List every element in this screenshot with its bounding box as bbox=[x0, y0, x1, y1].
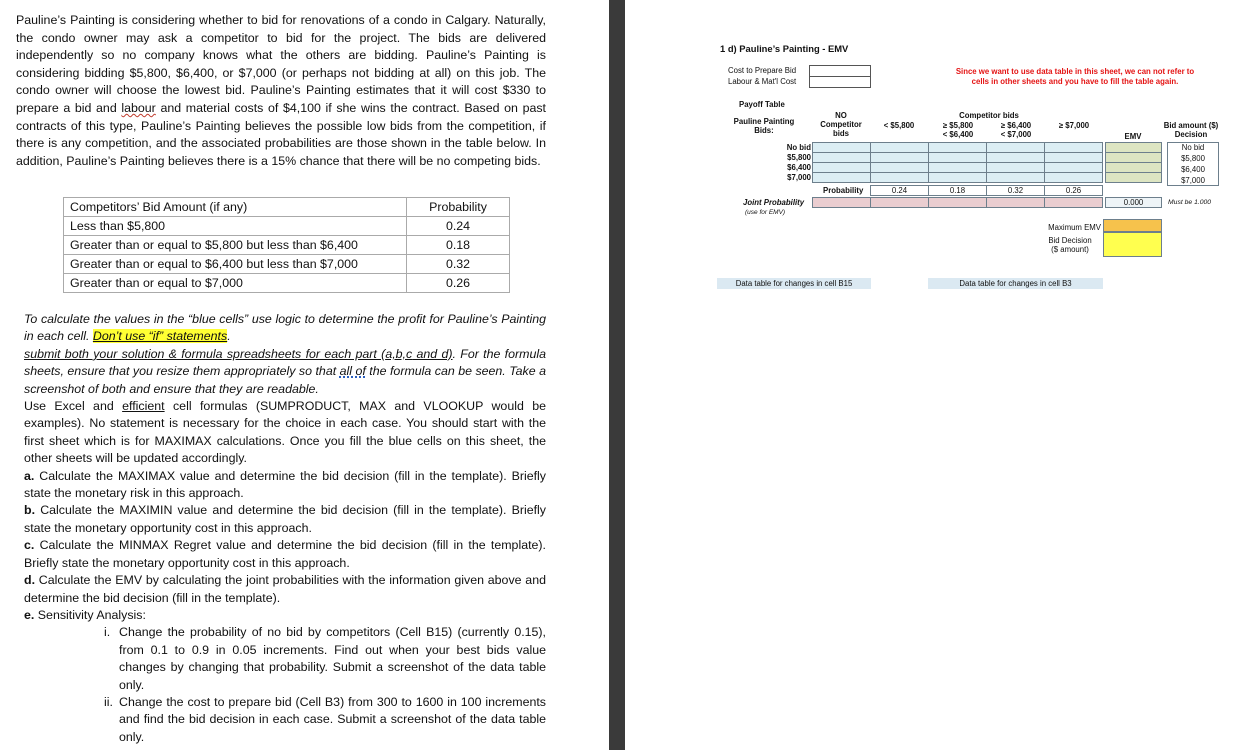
joint-probability-label: Joint Probability bbox=[743, 198, 805, 207]
col-6400-line-1: ≥ $6,400 bbox=[1000, 121, 1032, 130]
col-no-competitor bbox=[810, 111, 872, 138]
row-label-no-bid: No bid bbox=[786, 143, 811, 152]
row-label-5800: $5,800 bbox=[787, 153, 811, 162]
item-e-i-text: Change the probability of no bid by competitors (Cell B15) (currently 0.15), from 0.1 to 0.9 in 0.05 increments. Find out when your best bids value changes by changing that probability. Submit a screenshot of the data table only. bbox=[119, 625, 546, 692]
page-divider bbox=[609, 0, 625, 750]
intro-text-rest: and material costs of $4,100 if she wins the contract. Based on past contracts of this type, Pauline’s Painting believes the possible low bids from the competition, if there is any competition, and the associated probabilities are those shown in the table below. In addition, Pauline’s Painting believes there is a 15% chance that there will be no competing bids. bbox=[16, 100, 546, 168]
probability-table bbox=[63, 197, 510, 293]
bid-decision-line-1: Bid Decision bbox=[1048, 236, 1092, 245]
probability-value: 0.26 bbox=[1044, 185, 1103, 196]
joint-prob-cell[interactable] bbox=[812, 197, 871, 208]
cost-prepare-label: Cost to Prepare Bid bbox=[728, 66, 797, 75]
col-5800-line-1: ≥ $5,800 bbox=[942, 121, 974, 130]
row-label-7000: $7,000 bbox=[787, 173, 811, 182]
competitor-bids-label: Competitor bids bbox=[959, 111, 1019, 120]
highlighted-no-if: Don’t use “if” statements bbox=[92, 329, 228, 344]
table-row bbox=[64, 274, 510, 293]
table-header-row bbox=[64, 198, 510, 217]
bid-decision-cell[interactable] bbox=[1103, 232, 1162, 257]
col-6400-line-2: < $7,000 bbox=[1000, 130, 1032, 139]
bid-amount-line-2: Decision bbox=[1174, 130, 1208, 139]
instruction-para-2 bbox=[16, 346, 546, 398]
para3-text: Use Excel and bbox=[24, 399, 114, 414]
bid-amount-line-1: Bid amount ($) bbox=[1163, 121, 1219, 130]
col-no-line: NO bbox=[835, 111, 847, 120]
item-b bbox=[16, 502, 546, 537]
para2-text-2: the formula can be seen. Take a screenshot of both and ensure that they are readable. bbox=[24, 364, 546, 396]
item-e-i bbox=[16, 624, 546, 694]
header-bid-amount: Competitors’ Bid Amount (if any) bbox=[64, 198, 407, 217]
payoff-cell[interactable] bbox=[986, 172, 1045, 183]
item-e bbox=[16, 607, 546, 624]
para3-text-2: cell formulas (SUMPRODUCT, MAX and VLOOKUP would be examples). No statement is necessary for the choice in each case. You should start with the first sheet which is for MAXIMAX calculations. Once you fill the blue cells on this sheet, the other sheets will be updated accordingly. bbox=[24, 399, 546, 466]
use-for-emv-note: (use for EMV) bbox=[745, 209, 786, 216]
item-c bbox=[16, 537, 546, 572]
spreadsheet-emv bbox=[625, 0, 1234, 750]
bid-decision-line-2: ($ amount) bbox=[1051, 245, 1089, 254]
joint-prob-cell[interactable] bbox=[986, 197, 1045, 208]
labour-input[interactable] bbox=[809, 76, 871, 88]
probability-value: 0.18 bbox=[928, 185, 987, 196]
payoff-cell[interactable] bbox=[870, 172, 929, 183]
col-lt-5800: < $5,800 bbox=[883, 121, 915, 130]
payoff-table-label: Payoff Table bbox=[739, 100, 785, 109]
table-cell: 0.24 bbox=[407, 217, 510, 236]
table-row bbox=[64, 236, 510, 255]
col-5800-6400 bbox=[929, 121, 987, 139]
table-cell: 0.18 bbox=[407, 236, 510, 255]
item-c-text: Calculate the MINMAX Regret value and determine the bid decision (fill in the template). Briefly state the monetary opportunity cost in this approach. bbox=[24, 538, 546, 570]
para1-end: . bbox=[227, 329, 231, 344]
instructions bbox=[16, 311, 546, 746]
pp-bids-label bbox=[728, 117, 800, 135]
sheet-title: 1 d) Pauline’s Painting - EMV bbox=[720, 43, 849, 54]
data-table-b15-label: Data table for changes in cell B15 bbox=[717, 278, 871, 289]
table-cell: Less than $5,800 bbox=[64, 217, 407, 236]
bid-decision-label bbox=[1035, 236, 1105, 254]
must-be-note: Must be 1.000 bbox=[1168, 199, 1212, 206]
item-e-i-label: i. bbox=[104, 625, 111, 640]
para2-all-of: all of bbox=[339, 364, 366, 379]
intro-labour-word: labour bbox=[121, 100, 156, 115]
col-emv: EMV bbox=[1124, 132, 1142, 141]
item-e-text: Sensitivity Analysis: bbox=[37, 607, 146, 622]
joint-prob-cell[interactable] bbox=[870, 197, 929, 208]
emv-cell[interactable] bbox=[1105, 172, 1162, 183]
warning-line-2: cells in other sheets and you have to fill the table again. bbox=[971, 77, 1179, 86]
joint-prob-cell[interactable] bbox=[928, 197, 987, 208]
item-a-label: a. bbox=[24, 468, 35, 483]
pp-bids-line-2: Bids: bbox=[754, 126, 774, 135]
item-e-ii bbox=[16, 694, 546, 746]
probability-row-label: Probability bbox=[823, 186, 864, 195]
para3-efficient: efficient bbox=[122, 399, 165, 414]
probability-value: 0.24 bbox=[870, 185, 929, 196]
decision-5800: $5,800 bbox=[1181, 154, 1205, 163]
instruction-para-3 bbox=[16, 398, 546, 468]
payoff-cell[interactable] bbox=[1044, 172, 1103, 183]
para2-text: . For the formula sheets, ensure that you resize them appropriately so that bbox=[24, 346, 547, 379]
payoff-cell[interactable] bbox=[812, 172, 871, 183]
col-5800-line-2: < $6,400 bbox=[942, 130, 974, 139]
header-probability: Probability bbox=[407, 198, 510, 217]
col-bids-line: bids bbox=[832, 129, 850, 138]
labour-label: Labour & Mat'l Cost bbox=[728, 77, 797, 86]
intro-text: Pauline’s Painting is considering whether to bid for renovations of a condo in Calgary. Naturally, the condo owner may ask a competitor to bid for the project. The bids are delivered independently so no company knows what the others are bidding. Pauline’s Painting is considering bidding $5,800, $6,400, or $7,000 (or perhaps not bidding at all) on this job. The condo owner will choose the lowest bid. Pauline’s Painting estimates that it will cost $330 to prepare a bid and bbox=[16, 13, 546, 115]
item-e-label: e. bbox=[24, 607, 35, 622]
probability-value: 0.32 bbox=[986, 185, 1045, 196]
table-cell: Greater than or equal to $6,400 but less than $7,000 bbox=[64, 255, 407, 274]
col-6400-7000 bbox=[987, 121, 1045, 139]
item-a-text: Calculate the MAXIMAX value and determine the bid decision (fill in the template). Briefly state the monetary risk in this approach. bbox=[24, 468, 546, 501]
item-c-label: c. bbox=[24, 538, 35, 553]
problem-statement bbox=[16, 12, 546, 170]
item-e-ii-text: Change the cost to prepare bid (Cell B3) from 300 to 1600 in 100 increments and find the bid decision in each case. Submit a screenshot of the data table only. bbox=[119, 694, 546, 744]
decision-no-bid: No bid bbox=[1181, 143, 1205, 152]
item-e-ii-label: ii. bbox=[104, 694, 113, 709]
col-bid-decision bbox=[1161, 121, 1221, 139]
table-row bbox=[64, 255, 510, 274]
col-gte-7000: ≥ $7,000 bbox=[1058, 121, 1090, 130]
intro-paragraph bbox=[16, 12, 546, 170]
para2-abc: a,b,c bbox=[385, 346, 413, 361]
item-d bbox=[16, 572, 546, 607]
decision-7000: $7,000 bbox=[1181, 176, 1205, 185]
pp-bids-line-1: Pauline Painting bbox=[733, 117, 795, 126]
table-cell: 0.32 bbox=[407, 255, 510, 274]
max-emv-label: Maximum EMV bbox=[1048, 223, 1101, 232]
joint-prob-sum: 0.000 bbox=[1105, 197, 1162, 208]
item-b-label: b. bbox=[24, 503, 36, 518]
row-label-6400: $6,400 bbox=[787, 163, 811, 172]
item-b-text: Calculate the MAXIMIN value and determine the bid decision (fill in the template). Briefly state the monetary opportunity cost in this approach. bbox=[24, 503, 546, 535]
joint-prob-cell[interactable] bbox=[1044, 197, 1103, 208]
item-a bbox=[16, 468, 546, 503]
table-row bbox=[64, 217, 510, 236]
decision-6400: $6,400 bbox=[1181, 165, 1205, 174]
para1-text: To calculate the values in the “blue cells” use logic to determine the profit for Pauline’s Painting in each cell. bbox=[24, 312, 546, 344]
table-cell: 0.26 bbox=[407, 274, 510, 293]
item-d-text: Calculate the EMV by calculating the joint probabilities with the information given above and determine the bid decision (fill in the template). bbox=[24, 573, 546, 605]
table-cell: Greater than or equal to $7,000 bbox=[64, 274, 407, 293]
max-emv-cell[interactable] bbox=[1103, 219, 1162, 232]
data-table-b3-label: Data table for changes in cell B3 bbox=[928, 278, 1103, 289]
item-d-label: d. bbox=[24, 573, 36, 588]
payoff-cell[interactable] bbox=[928, 172, 987, 183]
table-cell: Greater than or equal to $5,800 but less than $6,400 bbox=[64, 236, 407, 255]
warning-line-1: Since we want to use data table in this sheet, we can not refer to bbox=[955, 67, 1195, 76]
para2-underlined: submit both your solution & formula spreadsheets for each part ( bbox=[24, 346, 386, 361]
instruction-para-1 bbox=[16, 311, 546, 346]
col-competitor-line: Competitor bbox=[820, 120, 862, 129]
para2-underlined-2: and d) bbox=[412, 346, 453, 361]
